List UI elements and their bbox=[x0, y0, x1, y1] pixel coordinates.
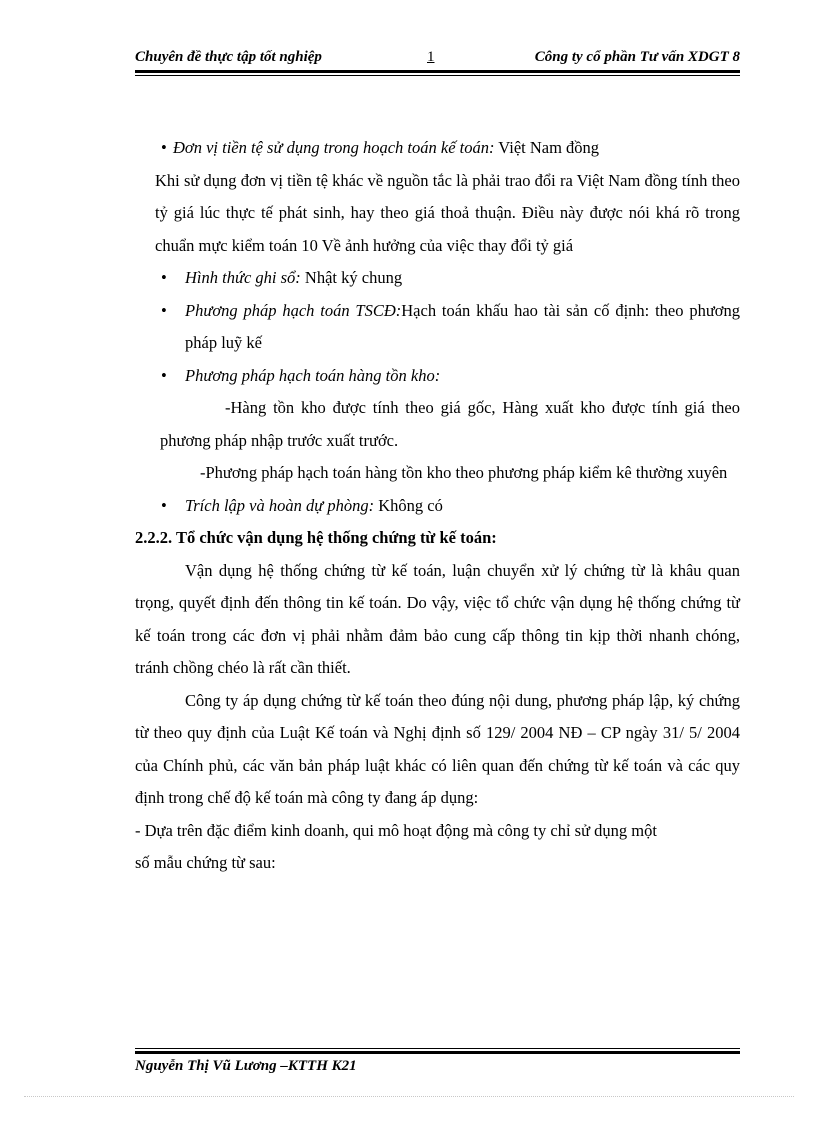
bullet-value: Hạch toán khấu hao tài sản cố định: theo phương pháp luỹ kế bbox=[185, 300, 740, 352]
paragraph-business: - Dựa trên đặc điểm kinh doanh, qui mô hoạt động mà công ty chỉ sử dụng một bbox=[135, 820, 657, 840]
footer-rule-thin bbox=[135, 1048, 740, 1049]
bullet-icon: • bbox=[161, 495, 167, 515]
paragraph-exchange: Khi sử dụng đơn vị tiền tệ khác về nguồn tắc là phải trao đổi ra Việt Nam đồng tính theo tỷ giá lúc thực tế phát sinh, hay theo giá thoả thuận. Điều này được nói khá rõ trong chuẩn mực kiểm toán 10 Về ảnh hưởng của việc thay đổi tỷ giá bbox=[155, 170, 740, 255]
page-header bbox=[135, 49, 740, 69]
bullet-label: Hình thức ghi sổ: bbox=[185, 268, 301, 287]
header-rule-thick bbox=[135, 70, 740, 73]
bullet-provisions bbox=[135, 490, 740, 523]
document-body bbox=[135, 132, 740, 880]
page-edge bbox=[24, 1096, 794, 1097]
bullet-label: Phương pháp hạch toán hàng tồn kho: bbox=[185, 365, 441, 385]
bullet-label: Trích lập và hoàn dự phòng: bbox=[185, 495, 375, 515]
bullet-value: Không có bbox=[374, 495, 443, 515]
bullet-bookkeeping bbox=[135, 262, 740, 295]
bullet-icon: • bbox=[161, 365, 167, 385]
bullet-currency bbox=[135, 132, 740, 165]
footer-author: Nguyễn Thị Vũ Lương –KTTH K21 bbox=[135, 1058, 357, 1074]
paragraph-voucher-rules: Công ty áp dụng chứng từ kế toán theo đúng nội dung, phương pháp lập, ký chứng từ theo quy định của Luật Kế toán và Nghị định số 129/ 2004 NĐ – CP ngày 31/ 5/ 2004 của Chính phủ, các văn bản pháp luật khác có liên quan đến chứng từ kế toán và các quy định trong chế độ kế toán mà công ty đang áp dụng: bbox=[135, 690, 740, 807]
header-rule-thin bbox=[135, 75, 740, 76]
footer-rule-thick bbox=[135, 1051, 740, 1054]
bullet-inventory bbox=[135, 360, 740, 393]
paragraph-inventory-method: -Phương pháp hạch toán hàng tồn kho theo phương pháp kiểm kê thường xuyên bbox=[200, 463, 728, 482]
bullet-value: Nhật ký chung bbox=[300, 268, 403, 287]
header-company: Công ty cổ phần Tư vấn XDGT 8 bbox=[534, 49, 740, 65]
bullet-icon: • bbox=[161, 268, 167, 287]
bullet-label: Đơn vị tiền tệ sử dụng trong hoạch toán kế toán: bbox=[173, 138, 495, 157]
section-heading: 2.2.2. Tổ chức vận dụng hệ thống chứng từ kế toán: bbox=[135, 528, 497, 547]
header-title: Chuyên đề thực tập tốt nghiệp bbox=[135, 49, 322, 65]
page-number: 1 bbox=[427, 49, 435, 65]
bullet-value: Việt Nam đồng bbox=[494, 138, 600, 157]
bullet-icon: • bbox=[161, 300, 167, 320]
paragraph-voucher-list: số mẫu chứng từ sau: bbox=[135, 853, 276, 872]
bullet-label: Phương pháp hạch toán TSCĐ: bbox=[185, 300, 402, 320]
bullet-fixed-assets bbox=[135, 295, 740, 360]
paragraph-inventory-cost: -Hàng tồn kho được tính theo giá gốc, Hàng xuất kho được tính giá theo phương pháp nhập trước xuất trước. bbox=[160, 398, 740, 450]
paragraph-voucher-system: Vận dụng hệ thống chứng từ kế toán, luận chuyển xử lý chứng từ là khâu quan trọng, quyết định đến thông tin kế toán. Do vậy, việc tổ chức vận dụng hệ thống chứng từ kế toán trong các đơn vị phải nhằm đảm bảo cung cấp thông tin kịp thời nhanh chóng, tránh chồng chéo là rất cần thiết. bbox=[135, 560, 740, 677]
bullet-icon: • bbox=[161, 138, 167, 157]
